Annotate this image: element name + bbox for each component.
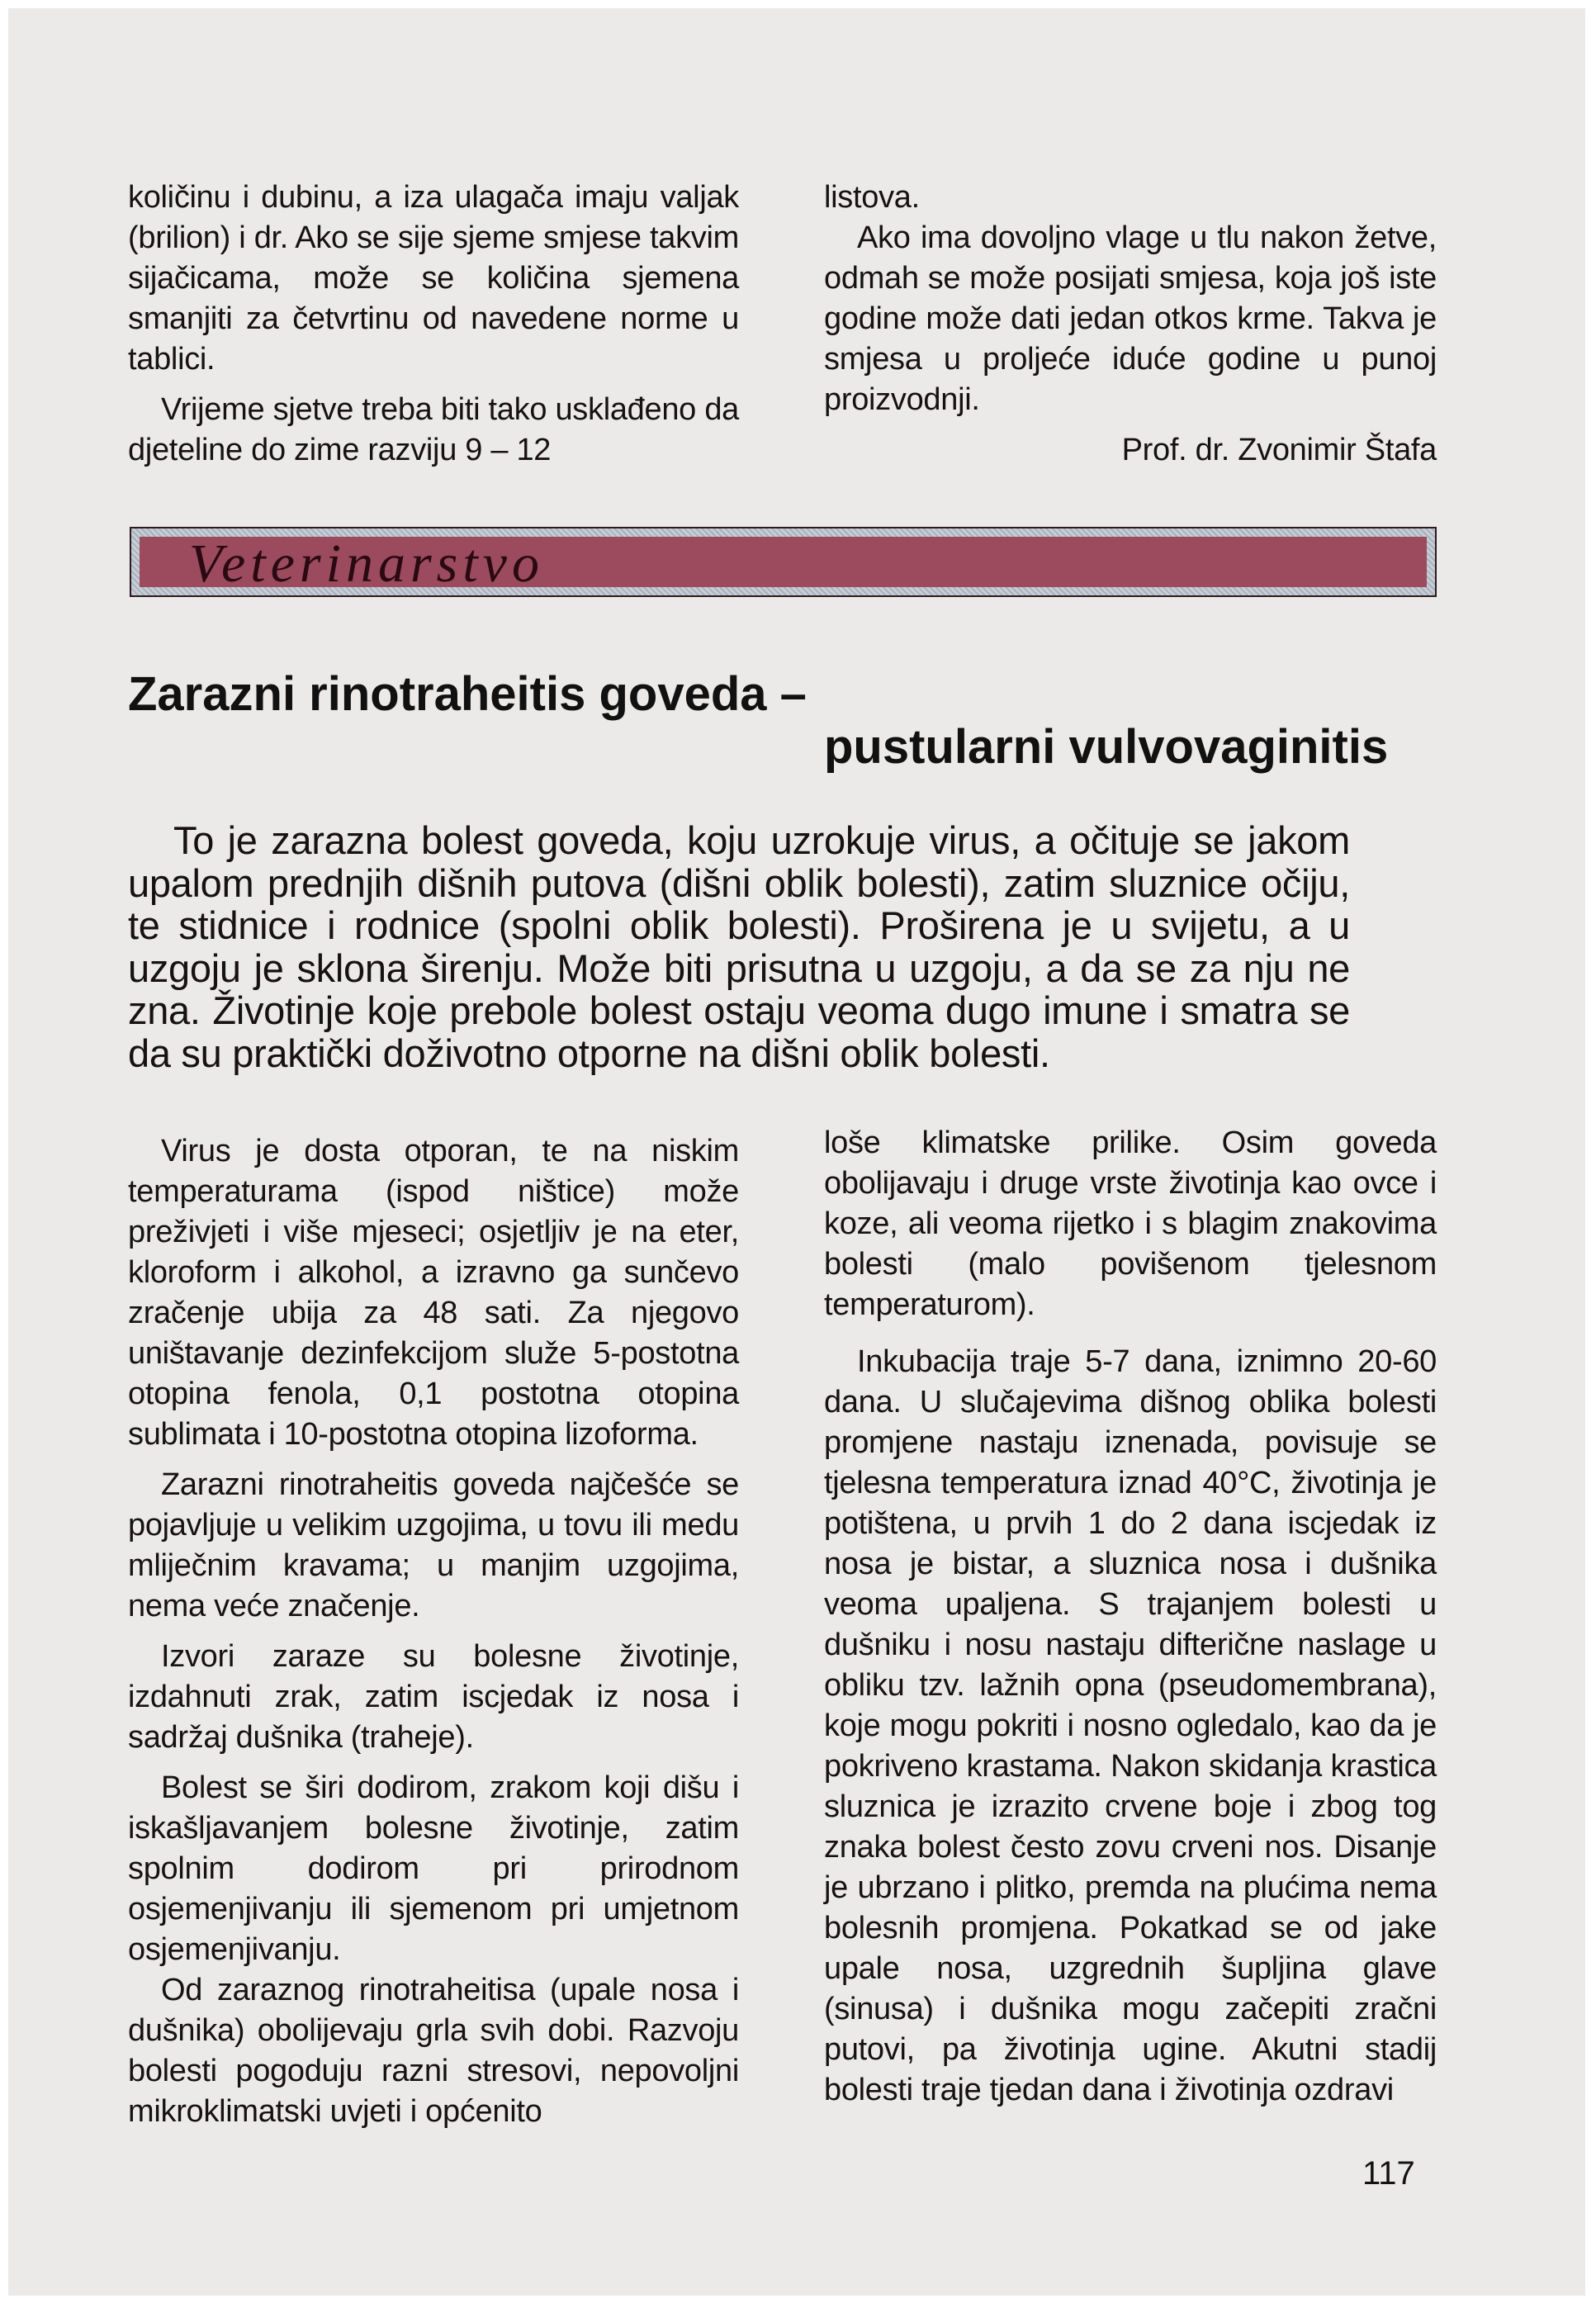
paragraph: količinu i dubinu, a iza ulagača imaju valjak (brilion) i dr. Ako se sije sjeme smjese takvim sijačicama, može se količina sjemena smanjiti za četvrtinu od navedene norme u tablici. [128, 180, 739, 377]
section-banner [130, 527, 1437, 597]
article-headline-line-2: pustularni vulvovaginitis [824, 720, 1389, 774]
previous-article-left-column [128, 178, 739, 471]
lead-paragraph: To je zarazna bolest goveda, koju uzrokuje virus, a očituje se jakom upalom prednjih dišnih putova (dišni oblik bolesti), zatim sluznice očiju, te stidnice i rodnice (spolni oblik bolesti). Proširena je u svijetu, a u uzgoju je sklona širenju. Može biti prisutna u uzgoju, a da se za nju ne zna. Životinje koje prebole bolest ostaju veoma dugo imune i smatra se da su praktički doživotno otporne na dišni oblik bolesti. [128, 818, 1350, 1075]
article-headline-line-1: Zarazni rinotraheitis goveda – [128, 667, 807, 721]
article-lead [128, 819, 1350, 1074]
paragraph: Ako ima dovoljno vlage u tlu nakon žetve, odmah se može posijati smjesa, koja još iste godine može dati jedan otkos krme. Takva je smjesa u proljeće iduće godine u punoj proizvodnji. [824, 220, 1437, 417]
paragraph: Od zaraznog rinotraheitisa (upale nosa i dušnika) obolijevaju grla svih dobi. Razvoju bolesti pogoduju razni stresovi, nepovoljni mikroklimatski uvjeti i općenito [128, 1973, 739, 2129]
article-left-column [128, 1131, 739, 2132]
paragraph: Bolest se širi dodirom, zrakom koji dišu i iskašljavanjem bolesne životinje, zatim spolnim dodirom pri prirodnom osjemenjivanju ili sjemenom pri umjetnom osjemenjivanju. [128, 1770, 739, 1967]
section-title: Veterinarstvo [189, 533, 544, 594]
author-signature: Prof. dr. Zvonimir Štafa [1121, 433, 1437, 467]
page-number: 117 [1362, 2155, 1415, 2192]
magazine-page [8, 8, 1585, 2296]
paragraph: Izvori zaraze su bolesne životinje, izdahnuti zrak, zatim iscjedak iz nosa i sadržaj dušnika (traheje). [128, 1639, 739, 1755]
article-right-column [824, 1123, 1437, 2111]
paragraph: Virus je dosta otporan, te na niskim temperaturama (ispod ništice) može preživjeti i više mjeseci; osjetljiv je na eter, kloroform i alkohol, a izravno ga sunčevo zračenje ubija za 48 sati. Za njegovo uništavanje dezinfekcijom služe 5-postotna otopina fenola, 0,1 postotna otopina sublimata i 10-postotna otopina lizoforma. [128, 1134, 739, 1452]
previous-article-right-column [824, 178, 1437, 481]
paragraph: Vrijeme sjetve treba biti tako usklađeno da djeteline do zime razviju 9 – 12 [128, 392, 739, 467]
paragraph: loše klimatske prilike. Osim goveda obolijavaju i druge vrste životinja kao ovce i koze, ali veoma rijetko i s blagim znakovima bolesti (malo povišenom tjelesnom temperaturom). [824, 1126, 1437, 1322]
paragraph: listova. [824, 180, 920, 215]
paragraph: Inkubacija traje 5-7 dana, iznimno 20-60 dana. U slučajevima dišnog oblika bolesti promjene nastaju iznenada, povisuje se tjelesna temperatura iznad 40°C, životinja je potištena, u prvih 1 do 2 dana iscjedak iz nosa je bistar, a sluznica nosa i dušnika veoma upaljena. S trajanjem bolesti u dušniku i nosu nastaju difterične naslage u obliku tzv. lažnih opna (pseudomembrana), koje mogu pokriti i nosno ogledalo, kao da je pokriveno krastama. Nakon skidanja krastica sluznica je izrazito crvene boje i zbog tog znaka bolest često zovu crveni nos. Disanje je ubrzano i plitko, premda na plućima nema bolesnih promjena. Pokatkad se od jake upale nosa, uzgrednih šupljina glave (sinusa) i dušnika mogu začepiti zračni putovi, pa životinja ugine. Akutni stadij bolesti traje tjedan dana i životinja ozdravi [824, 1344, 1437, 2107]
paragraph: Zarazni rinotraheitis goveda najčešće se pojavljuje u velikim uzgojima, u tovu ili medu mliječnim kravama; u manjim uzgojima, nema veće značenje. [128, 1467, 739, 1623]
